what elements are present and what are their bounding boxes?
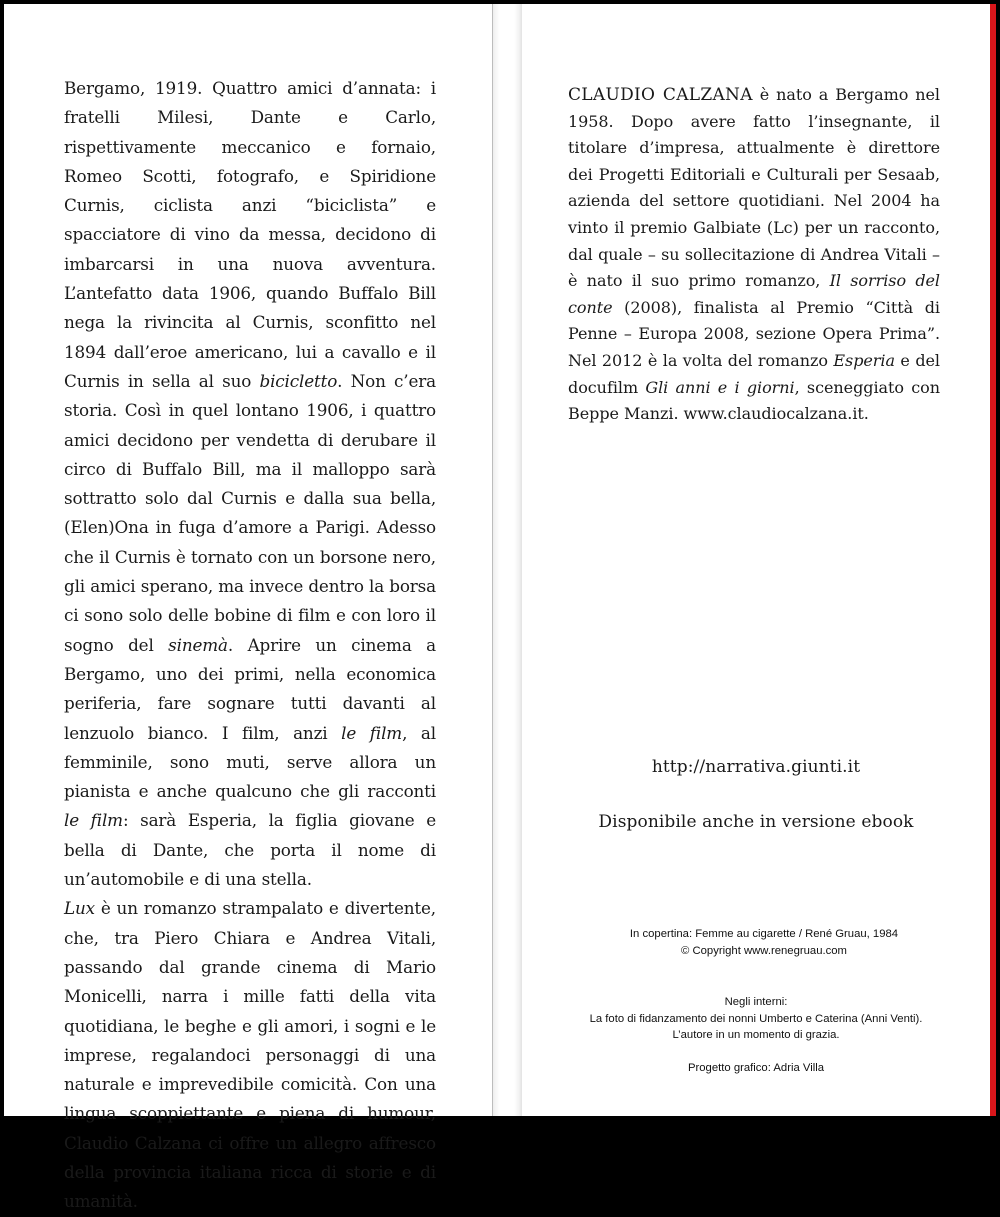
book-spine-gutter — [492, 4, 522, 1116]
bio-text — [568, 85, 940, 423]
italic-text: Esperia — [833, 350, 895, 370]
italic-text: bicicletto — [259, 370, 338, 391]
interior-credit-heading: Negli interni: — [724, 996, 788, 1008]
ebook-note: Disponibile anche in versione ebook — [598, 812, 914, 832]
italic-text: le film — [341, 722, 403, 743]
text-run: è un romanzo strampalato e divertente, che, tra Piero Chiara e Andrea Vitali, passando dal grande cinema di Mario Monicelli, narra i mille fatti della vita quotidiana, le beghe e gli amori, i sogni e le imprese, regalandoci personaggi di una naturale e imprevedibile comicità. Con una lingua scoppiettante e piena di humour, Claudio Calzana ci offre un allegro affresco della provincia italiana ricca di storie e di umanità. — [64, 898, 436, 1212]
blurb-paragraph — [64, 894, 436, 1216]
copyright-line: © Copyright www.renegruau.com — [681, 944, 847, 957]
text-run: . Non c’era storia. Così in quel lontano 1906, i quattro amici decidono per vendetta di derubare il circo di Buffalo Bill, ma il malloppo sarà sottratto solo dal Curnis e dalla sua bella, (Elen)Ona in fuga d’amore a Parigi. Adesso che il Curnis è tornato con un borsone nero, gli amici sperano, ma invece dentro la borsa ci sono solo delle bobine di film e con loro il sogno del — [64, 370, 436, 655]
design-credit-line: Progetto grafico: Adria Villa — [687, 1062, 825, 1074]
italic-text: Gli anni e i giorni — [645, 377, 795, 397]
text-run: (2008), finalista al Premio “Città di Penne – Europa 2008, sezione Opera Prima”. Nel 2012 è la volta del romanzo — [568, 297, 940, 370]
publisher-website: http://narrativa.giunti.it — [651, 757, 861, 777]
cover-credit-line: In copertina: Femme au cigarette / René Gruau, 1984 — [629, 928, 899, 940]
text-run: . Aprire un cinema a Bergamo, uno dei primi, nella economica periferia, fare sognare tutti davanti al lenzuolo bianco. I film, anzi — [64, 634, 437, 743]
text-run: Bergamo, 1919. Quattro amici d’annata: i fratelli Milesi, Dante e Carlo, rispettivamente meccanico e fornaio, Romeo Scotti, fotografo, e Spiridione Curnis, ciclista anzi “biciclista” e spacciatore di vino da messa, decidono di imbarcarsi in una nuova avventura. L’antefatto data 1906, quando Buffalo Bill nega la rivincita al Curnis, sconfitto nel 1894 dall’eroe americano, lui a cavallo e il Curnis in sella al suo — [64, 78, 436, 391]
blurb-paragraph — [64, 74, 436, 894]
interior-credit-line: La foto di fidanzamento dei nonni Umberto e Caterina (Anni Venti). — [589, 1012, 923, 1025]
italic-text: Il sorriso del conte — [568, 271, 940, 317]
interior-credit — [522, 994, 990, 1044]
text-run: è nato a Bergamo nel 1958. Dopo avere fatto l’insegnante, il titolare d’impresa, attualmente è direttore dei Progetti Editoriali e Culturali per Sesaab, azienda del settore quotidiani. Nel 2004 ha vinto il premio Galbiate (Lc) per un racconto, dal quale – su sollecitazione di Andrea Vitali – è nato il suo primo romanzo, — [568, 85, 940, 291]
text-run: : sarà Esperia, la figlia giovane e bella di Dante, che porta il nome di un’automobile e di una stella. — [64, 810, 436, 890]
cover-credit — [530, 926, 998, 959]
author-name: CLAUDIO CALZANA — [568, 85, 753, 105]
italic-text: sinemà — [168, 634, 228, 655]
text-run: , sceneggiato con Beppe Manzi. www.claudiocalzana.it. — [568, 377, 940, 424]
left-page — [4, 4, 492, 1212]
author-bio — [568, 82, 940, 428]
italic-text: Lux — [64, 898, 95, 919]
book-blurb — [64, 74, 436, 1217]
right-page — [522, 4, 990, 1116]
italic-text: le film — [64, 810, 123, 831]
text-run: , al femminile, sono muti, serve allora un pianista e anche qualcuno che gli racconti — [64, 722, 436, 802]
interior-credit-line: L’autore in un momento di grazia. — [672, 1029, 840, 1041]
red-page-edge — [990, 4, 996, 1116]
design-credit — [522, 1060, 990, 1077]
text-run: e del docufilm — [568, 350, 940, 397]
